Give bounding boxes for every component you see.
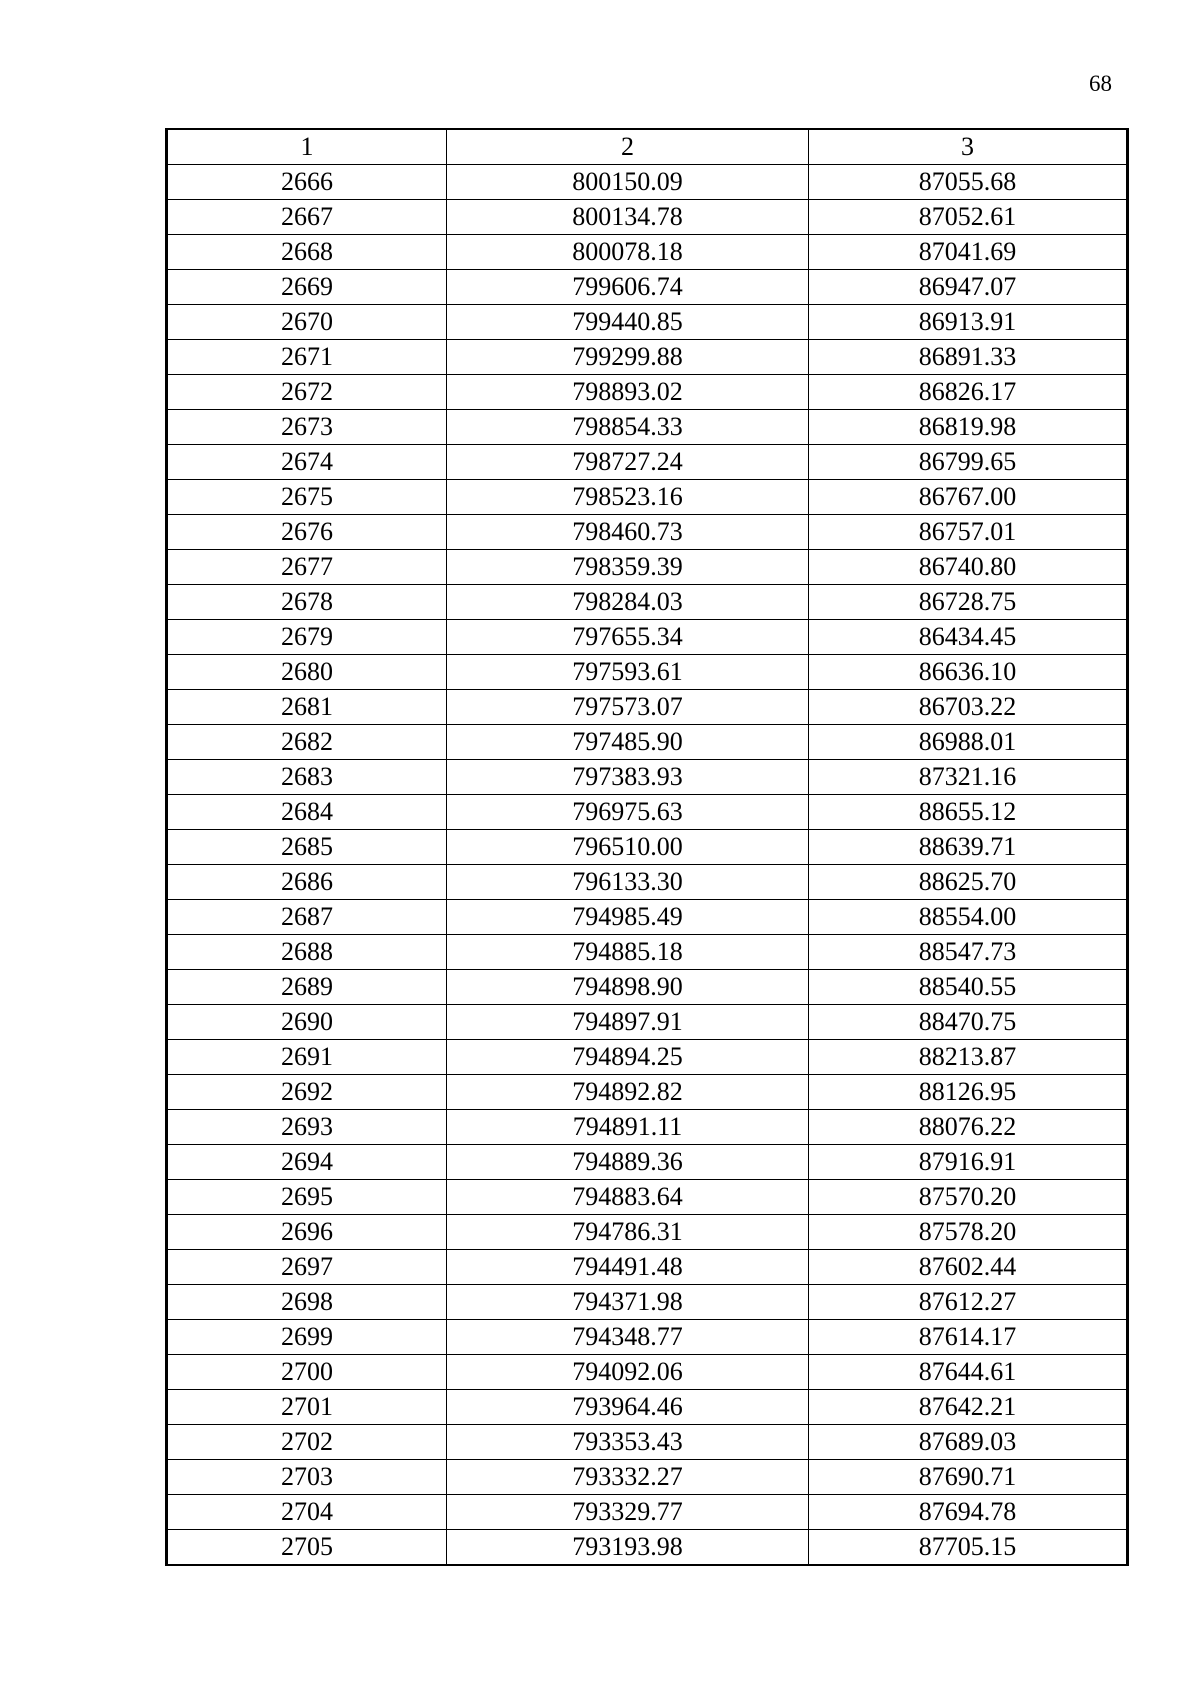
point-number-cell: 2697 [167, 1250, 447, 1285]
point-number-cell: 2685 [167, 830, 447, 865]
y-coordinate-cell: 87052.61 [809, 200, 1128, 235]
x-coordinate-cell: 794897.91 [447, 1005, 809, 1040]
table-row [167, 1075, 1128, 1110]
x-coordinate-cell: 794491.48 [447, 1250, 809, 1285]
x-coordinate-cell: 797593.61 [447, 655, 809, 690]
point-number-cell: 2669 [167, 270, 447, 305]
x-coordinate-cell: 798359.39 [447, 550, 809, 585]
table-row [167, 235, 1128, 270]
point-number-cell: 2678 [167, 585, 447, 620]
y-coordinate-cell: 88470.75 [809, 1005, 1128, 1040]
point-number-cell: 2703 [167, 1460, 447, 1495]
y-coordinate-cell: 86988.01 [809, 725, 1128, 760]
coordinate-table [165, 128, 1129, 1566]
table-row [167, 480, 1128, 515]
table-row [167, 865, 1128, 900]
point-number-cell: 2701 [167, 1390, 447, 1425]
y-coordinate-cell: 86913.91 [809, 305, 1128, 340]
point-number-cell: 2695 [167, 1180, 447, 1215]
x-coordinate-cell: 797485.90 [447, 725, 809, 760]
table-row [167, 725, 1128, 760]
table-row [167, 375, 1128, 410]
point-number-cell: 2672 [167, 375, 447, 410]
y-coordinate-cell: 86819.98 [809, 410, 1128, 445]
point-number-cell: 2689 [167, 970, 447, 1005]
x-coordinate-cell: 798854.33 [447, 410, 809, 445]
y-coordinate-cell: 88655.12 [809, 795, 1128, 830]
column-header-2: 2 [447, 129, 809, 165]
point-number-cell: 2699 [167, 1320, 447, 1355]
x-coordinate-cell: 796510.00 [447, 830, 809, 865]
table-row [167, 200, 1128, 235]
point-number-cell: 2692 [167, 1075, 447, 1110]
table-row [167, 1005, 1128, 1040]
y-coordinate-cell: 88554.00 [809, 900, 1128, 935]
y-coordinate-cell: 88126.95 [809, 1075, 1128, 1110]
point-number-cell: 2694 [167, 1145, 447, 1180]
y-coordinate-cell: 87916.91 [809, 1145, 1128, 1180]
point-number-cell: 2704 [167, 1495, 447, 1530]
x-coordinate-cell: 794883.64 [447, 1180, 809, 1215]
x-coordinate-cell: 798727.24 [447, 445, 809, 480]
table-row [167, 445, 1128, 480]
y-coordinate-cell: 87642.21 [809, 1390, 1128, 1425]
x-coordinate-cell: 794892.82 [447, 1075, 809, 1110]
point-number-cell: 2693 [167, 1110, 447, 1145]
table-row [167, 1180, 1128, 1215]
point-number-cell: 2677 [167, 550, 447, 585]
table-row [167, 795, 1128, 830]
point-number-cell: 2700 [167, 1355, 447, 1390]
point-number-cell: 2696 [167, 1215, 447, 1250]
x-coordinate-cell: 799299.88 [447, 340, 809, 375]
y-coordinate-cell: 86767.00 [809, 480, 1128, 515]
x-coordinate-cell: 794786.31 [447, 1215, 809, 1250]
x-coordinate-cell: 794371.98 [447, 1285, 809, 1320]
table-row [167, 1145, 1128, 1180]
point-number-cell: 2668 [167, 235, 447, 270]
y-coordinate-cell: 87612.27 [809, 1285, 1128, 1320]
table-row [167, 1285, 1128, 1320]
column-header-3: 3 [809, 129, 1128, 165]
y-coordinate-cell: 87055.68 [809, 165, 1128, 200]
x-coordinate-cell: 796133.30 [447, 865, 809, 900]
y-coordinate-cell: 88540.55 [809, 970, 1128, 1005]
y-coordinate-cell: 87614.17 [809, 1320, 1128, 1355]
table-row [167, 620, 1128, 655]
point-number-cell: 2675 [167, 480, 447, 515]
table-row [167, 1425, 1128, 1460]
x-coordinate-cell: 794885.18 [447, 935, 809, 970]
y-coordinate-cell: 86636.10 [809, 655, 1128, 690]
point-number-cell: 2682 [167, 725, 447, 760]
table-row [167, 900, 1128, 935]
table-row [167, 830, 1128, 865]
y-coordinate-cell: 87644.61 [809, 1355, 1128, 1390]
x-coordinate-cell: 797573.07 [447, 690, 809, 725]
table-row [167, 1110, 1128, 1145]
column-header-1: 1 [167, 129, 447, 165]
y-coordinate-cell: 87321.16 [809, 760, 1128, 795]
point-number-cell: 2698 [167, 1285, 447, 1320]
table-header [167, 129, 1128, 165]
x-coordinate-cell: 798460.73 [447, 515, 809, 550]
point-number-cell: 2683 [167, 760, 447, 795]
y-coordinate-cell: 86891.33 [809, 340, 1128, 375]
table-row [167, 340, 1128, 375]
y-coordinate-cell: 87705.15 [809, 1530, 1128, 1566]
x-coordinate-cell: 793353.43 [447, 1425, 809, 1460]
y-coordinate-cell: 87578.20 [809, 1215, 1128, 1250]
y-coordinate-cell: 87041.69 [809, 235, 1128, 270]
y-coordinate-cell: 86703.22 [809, 690, 1128, 725]
x-coordinate-cell: 798523.16 [447, 480, 809, 515]
x-coordinate-cell: 793964.46 [447, 1390, 809, 1425]
y-coordinate-cell: 88625.70 [809, 865, 1128, 900]
y-coordinate-cell: 86826.17 [809, 375, 1128, 410]
table-row [167, 935, 1128, 970]
x-coordinate-cell: 799606.74 [447, 270, 809, 305]
table-row [167, 970, 1128, 1005]
y-coordinate-cell: 88213.87 [809, 1040, 1128, 1075]
y-coordinate-cell: 87570.20 [809, 1180, 1128, 1215]
y-coordinate-cell: 87602.44 [809, 1250, 1128, 1285]
table-row [167, 760, 1128, 795]
y-coordinate-cell: 86799.65 [809, 445, 1128, 480]
y-coordinate-cell: 86757.01 [809, 515, 1128, 550]
x-coordinate-cell: 794891.11 [447, 1110, 809, 1145]
table-row [167, 305, 1128, 340]
table-row [167, 655, 1128, 690]
header-row [167, 129, 1128, 165]
point-number-cell: 2690 [167, 1005, 447, 1040]
x-coordinate-cell: 800078.18 [447, 235, 809, 270]
y-coordinate-cell: 87689.03 [809, 1425, 1128, 1460]
point-number-cell: 2673 [167, 410, 447, 445]
x-coordinate-cell: 794894.25 [447, 1040, 809, 1075]
x-coordinate-cell: 797655.34 [447, 620, 809, 655]
y-coordinate-cell: 86947.07 [809, 270, 1128, 305]
point-number-cell: 2671 [167, 340, 447, 375]
x-coordinate-cell: 794092.06 [447, 1355, 809, 1390]
point-number-cell: 2688 [167, 935, 447, 970]
y-coordinate-cell: 88076.22 [809, 1110, 1128, 1145]
x-coordinate-cell: 798284.03 [447, 585, 809, 620]
point-number-cell: 2691 [167, 1040, 447, 1075]
table-row [167, 1495, 1128, 1530]
x-coordinate-cell: 799440.85 [447, 305, 809, 340]
x-coordinate-cell: 798893.02 [447, 375, 809, 410]
table-row [167, 410, 1128, 445]
point-number-cell: 2674 [167, 445, 447, 480]
x-coordinate-cell: 796975.63 [447, 795, 809, 830]
table-row [167, 1390, 1128, 1425]
table-row [167, 1460, 1128, 1495]
x-coordinate-cell: 793193.98 [447, 1530, 809, 1566]
y-coordinate-cell: 86740.80 [809, 550, 1128, 585]
point-number-cell: 2705 [167, 1530, 447, 1566]
y-coordinate-cell: 88639.71 [809, 830, 1128, 865]
table-row [167, 1040, 1128, 1075]
x-coordinate-cell: 794889.36 [447, 1145, 809, 1180]
table-row [167, 270, 1128, 305]
x-coordinate-cell: 794985.49 [447, 900, 809, 935]
point-number-cell: 2679 [167, 620, 447, 655]
point-number-cell: 2702 [167, 1425, 447, 1460]
y-coordinate-cell: 87690.71 [809, 1460, 1128, 1495]
x-coordinate-cell: 800134.78 [447, 200, 809, 235]
point-number-cell: 2666 [167, 165, 447, 200]
table-row [167, 1215, 1128, 1250]
table-row [167, 1320, 1128, 1355]
x-coordinate-cell: 800150.09 [447, 165, 809, 200]
point-number-cell: 2686 [167, 865, 447, 900]
y-coordinate-cell: 87694.78 [809, 1495, 1128, 1530]
x-coordinate-cell: 794898.90 [447, 970, 809, 1005]
point-number-cell: 2687 [167, 900, 447, 935]
x-coordinate-cell: 794348.77 [447, 1320, 809, 1355]
page-number: 68 [1089, 71, 1112, 96]
table-body [167, 165, 1128, 1566]
table-row [167, 1355, 1128, 1390]
table-row [167, 515, 1128, 550]
y-coordinate-cell: 88547.73 [809, 935, 1128, 970]
point-number-cell: 2667 [167, 200, 447, 235]
point-number-cell: 2680 [167, 655, 447, 690]
table-row [167, 690, 1128, 725]
x-coordinate-cell: 793332.27 [447, 1460, 809, 1495]
y-coordinate-cell: 86434.45 [809, 620, 1128, 655]
table-row [167, 1250, 1128, 1285]
table-row [167, 165, 1128, 200]
x-coordinate-cell: 793329.77 [447, 1495, 809, 1530]
point-number-cell: 2681 [167, 690, 447, 725]
point-number-cell: 2676 [167, 515, 447, 550]
point-number-cell: 2670 [167, 305, 447, 340]
point-number-cell: 2684 [167, 795, 447, 830]
table-row [167, 1530, 1128, 1566]
x-coordinate-cell: 797383.93 [447, 760, 809, 795]
table-row [167, 550, 1128, 585]
y-coordinate-cell: 86728.75 [809, 585, 1128, 620]
table-row [167, 585, 1128, 620]
